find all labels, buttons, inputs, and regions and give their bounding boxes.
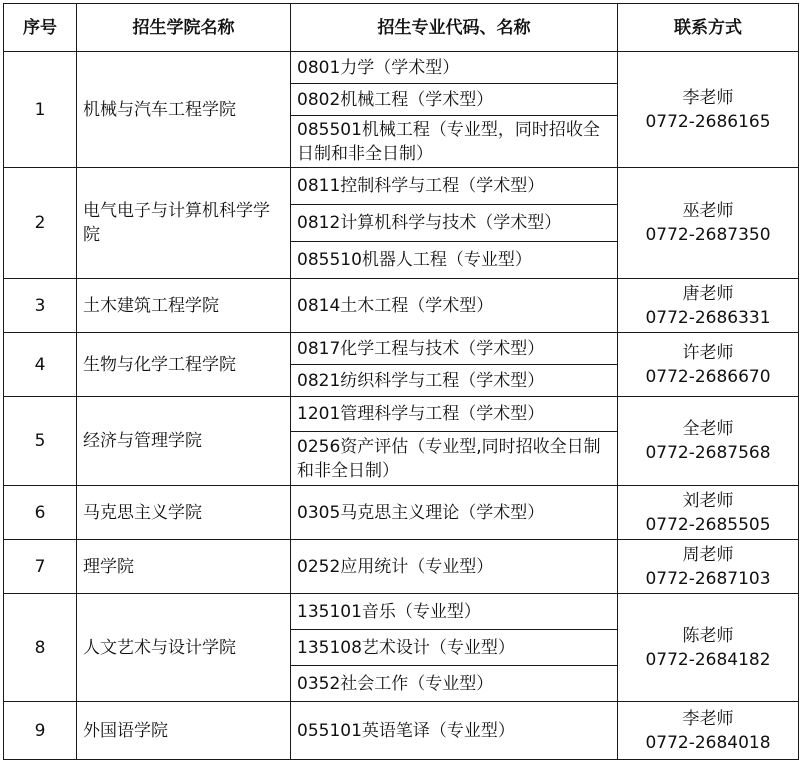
major-cell: 1201管理科学与工程（学术型） [291,397,618,432]
college-name: 马克思主义学院 [77,486,291,540]
contact-phone: 0772-2687350 [645,225,771,245]
header-college: 招生学院名称 [77,4,291,52]
table-row [4,594,799,630]
college-name: 生物与化学工程学院 [77,333,291,397]
college-name: 人文艺术与设计学院 [77,594,291,702]
admissions-table [3,3,799,760]
contact-cell [618,486,799,540]
contact-cell [618,333,799,397]
contact-phone: 0772-2684182 [645,649,771,670]
contact-name: 唐老师 [682,283,734,304]
header-major: 招生专业代码、名称 [291,4,618,52]
header-contact: 联系方式 [618,4,799,52]
row-index: 9 [4,702,77,760]
contact-name: 刘老师 [682,490,734,511]
contact-phone: 0772-2686670 [645,366,771,387]
contact-cell [618,397,799,486]
table-row [4,279,799,333]
table-row [4,52,799,84]
major-cell: 0817化学工程与技术（学术型） [291,333,618,365]
college-name: 机械与汽车工程学院 [77,52,291,168]
major-cell: 085501机械工程（专业型，同时招收全日制和非全日制） [291,116,618,168]
contact-cell [618,168,799,279]
row-index: 4 [4,333,77,397]
table-row [4,540,799,594]
major-cell: 085510机器人工程（专业型） [291,242,618,279]
college-name: 电气电子与计算机科学学院 [77,168,291,279]
major-cell: 0801力学（学术型） [291,52,618,84]
row-index: 3 [4,279,77,333]
contact-phone: 0772-2684018 [645,732,771,753]
contact-cell [618,702,799,760]
major-cell: 0802机械工程（学术型） [291,84,618,116]
contact-name: 全老师 [682,419,734,439]
row-index: 1 [4,52,77,168]
contact-phone: 0772-2686165 [645,111,771,132]
major-cell: 0256资产评估（专业型,同时招收全日制和非全日制） [291,432,618,486]
college-name: 土木建筑工程学院 [77,279,291,333]
header-row [4,4,799,52]
major-cell: 0812计算机科学与技术（学术型） [291,205,618,242]
table-row [4,333,799,365]
table-row [4,486,799,540]
major-cell: 135101音乐（专业型） [291,594,618,630]
college-name: 经济与管理学院 [77,397,291,486]
row-index: 7 [4,540,77,594]
contact-name: 李老师 [682,708,734,729]
table-row [4,397,799,432]
contact-cell [618,594,799,702]
contact-name: 许老师 [682,342,734,363]
contact-phone: 0772-2687568 [645,443,771,463]
contact-name: 周老师 [682,544,734,565]
major-cell: 0814土木工程（学术型） [291,279,618,333]
major-cell: 135108艺术设计（专业型） [291,630,618,666]
major-cell: 0305马克思主义理论（学术型） [291,486,618,540]
table-row [4,702,799,760]
major-cell: 0252应用统计（专业型） [291,540,618,594]
major-cell: 055101英语笔译（专业型） [291,702,618,760]
contact-phone: 0772-2685505 [645,514,771,535]
major-cell: 0821纺织科学与工程（学术型） [291,365,618,397]
row-index: 5 [4,397,77,486]
row-index: 2 [4,168,77,279]
college-name: 理学院 [77,540,291,594]
contact-phone: 0772-2686331 [645,307,771,328]
contact-name: 巫老师 [682,201,734,221]
contact-cell [618,540,799,594]
table-row [4,168,799,205]
contact-name: 李老师 [682,87,734,108]
major-cell: 0352社会工作（专业型） [291,666,618,702]
contact-cell [618,52,799,168]
header-index: 序号 [4,4,77,52]
contact-name: 陈老师 [682,625,734,646]
row-index: 6 [4,486,77,540]
contact-phone: 0772-2687103 [645,568,771,589]
college-name: 外国语学院 [77,702,291,760]
row-index: 8 [4,594,77,702]
major-cell: 0811控制科学与工程（学术型） [291,168,618,205]
contact-cell [618,279,799,333]
